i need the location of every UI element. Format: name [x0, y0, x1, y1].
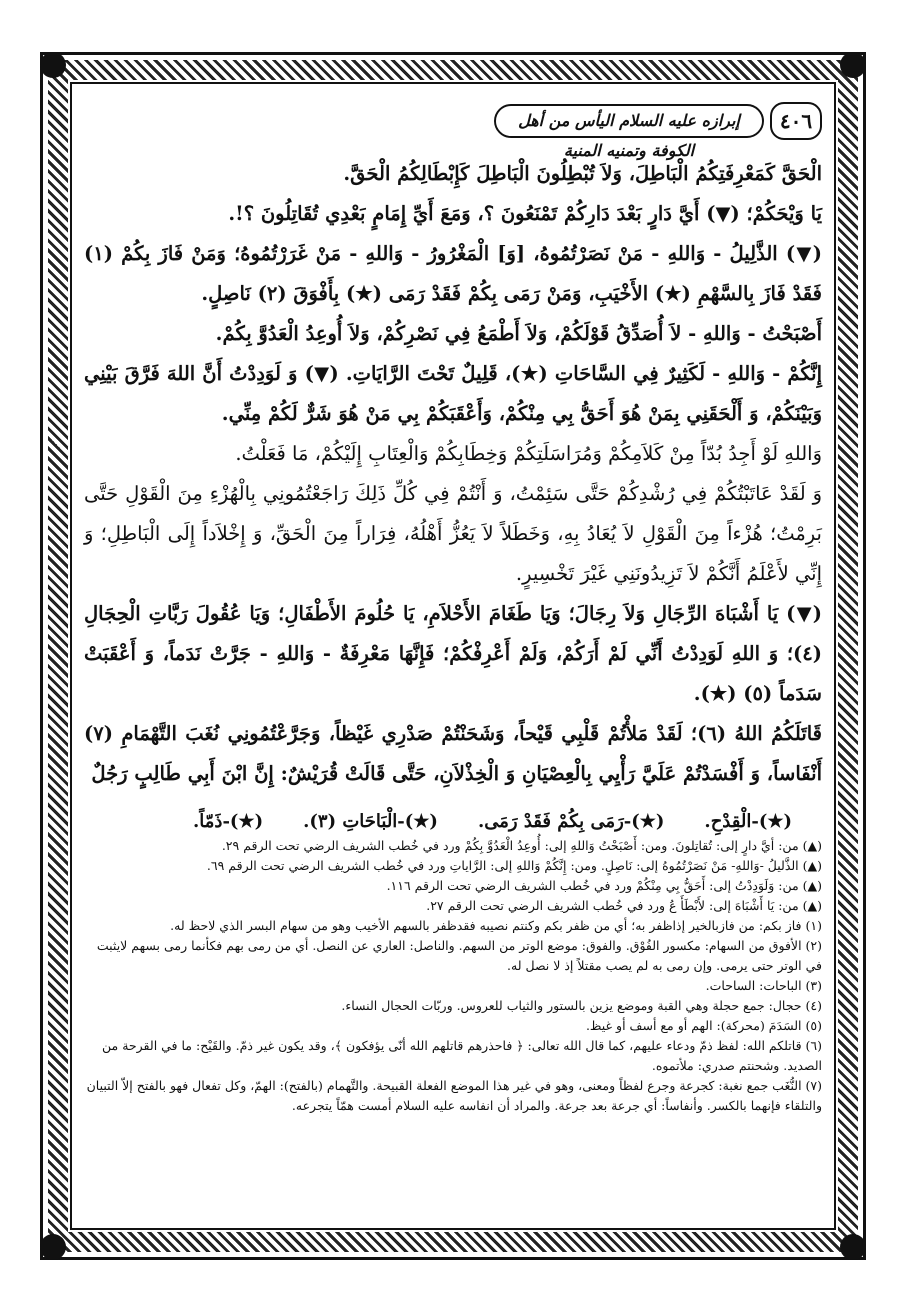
footnote: (٢) الأفوق من السهام: مكسور الفُوْق. والفوق: موضع الوتر من السهم. والناصل: العاري عن النصل. أي من رمى بهم فكأنما رمى بسهم لايثبت في الوتر حتى يرمى. وإن رمى به لم يصب مقتلاً إذ لا نصل له.: [96, 938, 822, 973]
page-header: [84, 92, 822, 160]
paragraph: (▼) يَا أَشْبَاهَ الرِّجَالِ وَلاَ رِجَالَ؛ وَيَا طَغَامَ الأَحْلاَمِ، يَا حُلُومَ الأَطْفَالِ؛ وَيَا عُقُولَ رَبَّاتِ الْحِجَالِ (٤)؛ وَ اللهِ لَوَدِدْتُ أَنِّي لَمْ أَرَكُمْ، وَلَمْ أَعْرِفْكُمْ؛ فَإِنَّهَا مَعْرِفَةٌ - وَاللهِ - جَرَّتْ نَدَماً، وَ أَعْقَبَتْ سَدَماً (٥) (★).: [84, 602, 822, 705]
variant-reading: (★)-رَمَى بِكُمْ فَقَدْ رَمَى.: [477, 811, 665, 832]
footnote: (٥) السَدَمَ (محركة): الهم أو مع أسف أو غيظ.: [585, 1018, 822, 1033]
paragraph: (▼) الذَّلِيلُ - وَاللهِ - مَنْ نَصَرْتُمُوهُ، [وَ] الْمَغْرُورُ - وَاللهِ - مَنْ غَرَرْتُمُوهُ؛ وَمَنْ فَازَ بِكُمْ (١) فَقَدْ فَازَ بِالسَّهْمِ (★) الأَخْيَبِ، وَمَنْ رَمَى بِكُمْ فَقَدْ رَمَى (★) بِأَفْوَقَ (٢) نَاصِلٍ.: [84, 242, 822, 305]
footnote: (٧) النُّغَب جمع نغبة: كجرعة وجرع لفظاً ومعنى، وهو في غير هذا الموضع الفعلة القبيحة. والتَّهمام (بالفتح): الهمّ، وكل تفعال فهو بالفتح إلاّ التبيان والتلقاء فإنهما بالكسر. وأنفاساً: أي جرعة بعد جرعة. والمراد أن انفاسه عليه السلام أمست همّاً يتجرعه.: [86, 1078, 822, 1113]
main-text: [84, 154, 822, 794]
paragraph: وَ لَقَدْ عَاتَبْتُكُمْ فِي رُشْدِكُمْ حَتَّى سَئِمْتُ، وَ أَنْتُمْ فِي كُلِّ ذَلِكَ رَاجَعْتُمُونِي بِالْهُزْءِ مِنَ الْقَوْلِ حَتَّى بَرِمْتُ؛ هُزْءاً مِنَ الْقَوْلِ لاَ يُعَادُ بِهِ، وَخَطَلاً لاَ يَعُزُّ أَهْلُهُ، فِرَاراً مِنَ الْحَقِّ، وَ إِخْلاَداً إِلَى الْبَاطِلِ؛ وَ إِنِّي لأَعْلَمُ أَنَّكُمْ لاَ تَزِيدُونَنِي غَيْرَ تَخْسِيرٍ.: [84, 482, 822, 585]
paragraph: أَصْبَحْتُ - وَاللهِ - لاَ أُصَدِّقُ قَوْلَكُمْ، وَلاَ أَطْمَعُ فِي نَصْرِكُمْ، وَلاَ أُوعِدُ الْعَدُوَّ بِكُمْ.: [215, 322, 822, 345]
paragraph: وَاللهِ لَوْ أَجِدُ بُدّاً مِنْ كَلاَمِكُمْ وَمُرَاسَلَتِكُمْ وَخِطَابِكُمْ وَالْعِتَابِ إِلَيْكُمْ، مَا فَعَلْتُ.: [235, 442, 822, 465]
variant-reading: (★)-الْبَاحَاتِ (٣).: [303, 811, 438, 832]
corner-ornament-icon: [40, 1234, 66, 1260]
corner-ornament-icon: [840, 1234, 866, 1260]
footnotes: [84, 836, 822, 1116]
corner-ornament-icon: [840, 52, 866, 78]
paragraph: الْحَقَّ كَمَعْرِفَتِكُمُ الْبَاطِلَ، وَلاَ تُبْطِلُونَ الْبَاطِلَ كَإِبْطَالِكُمُ الْحَقَّ.: [343, 162, 822, 185]
page-number: ٤٠٦: [770, 102, 822, 140]
footnote: (٤) حجال: جمع حجلة وهي القبة وموضع يزين بالستور والثياب للعروس. وربّات الحجال النساء.: [341, 998, 822, 1013]
variant-reading: (★)-ذَمّاً.: [193, 811, 264, 832]
footnote: (▲) من: يَا أَشْبَاهَ إلى: لأَبْطَأَ عُ ورد في خُطب الشريف الرضي تحت الرقم ٢٧.: [426, 898, 822, 913]
paragraph: قَاتَلَكُمُ اللهُ (٦)؛ لَقَدْ مَلأْتُمْ قَلْبِي قَيْحاً، وَشَحَنْتُمْ صَدْرِي غَيْظاً، وَجَرَّعْتُمُونِي نُغَبَ التَّهْمَامِ (٧) أَنْفَاساً، وَ أَفْسَدْتُمْ عَلَيَّ رَأْيِي بِالْعِصْيَانِ وَ الْخِذْلاَنِ، حَتَّى قَالَتْ قُرَيْشٌ: إِنَّ ابْنَ أَبِي طَالِبٍ رَجُلٌ: [84, 722, 823, 785]
corner-ornament-icon: [40, 52, 66, 78]
footnote: (▲) الذَّليلُ -وَاللهِ- مَنْ نَصَرْتُمُوهُ إلى: نَاصِلٍ. ومن: إِنَّكُمْ وَاللهِ إلى: الرَّاياتِ ورد في خُطب الشريف الرضي تحت الرقم ٦٩.: [206, 858, 822, 873]
footnote: (٦) قاتلكم الله: لفظ ذمّ ودعاء عليهم، كما قال الله تعالى: ﴿ فاحذرهم قاتلهم الله أنّى يؤفكون ﴾، وقد يكون غير ذمّ. والقَيْح: ما في القرحة من الصديد. وشحنتم صدري: ملأتموه.: [102, 1038, 822, 1073]
variant-reading: (★)-الْقِدْحِ.: [704, 811, 792, 832]
footnote: (٣) الباحات: الساحات.: [705, 978, 822, 993]
separator: [84, 804, 822, 805]
variant-readings: [84, 811, 822, 832]
footnote: (١) فاز بكم: من فازبالخير إذاظفر به؛ أي من ظفر بكم وكنتم نصيبه فقدظفر بالسهم الأخيب وهو من سهام البسر الذي لاحظ له.: [170, 918, 822, 933]
page-content: [84, 92, 822, 1212]
paragraph: إِنَّكُمْ - وَاللهِ - لَكَثِيرٌ فِي السَّاحَاتِ (★)، قَلِيلٌ تَحْتَ الرَّايَاتِ. (▼) وَ لَوَدِدْتُ أَنَّ اللهَ فَرَّقَ بَيْنِي وَبَيْنَكُمْ، وَ أَلْحَقَنِي بِمَنْ هُوَ أَحَقُّ بِي مِنْكُمْ، وَأَعْقَبَكُمْ بِي مَنْ هُوَ شَرٌّ لَكُمْ مِنِّي.: [84, 362, 822, 425]
paragraph: يَا وَيْحَكُمْ؛ (▼) أَيَّ دَارٍ بَعْدَ دَارِكُمْ تَمْنَعُونَ ؟، وَمَعَ أَيِّ إِمَامٍ بَعْدِي تُقَاتِلُونَ ؟!.: [228, 202, 822, 225]
footnote: (▲) من: أيَّ دارٍ إلى: تُقاتِلونَ. ومن: أَصْبَحْتُ وَاللهِ إلى: أُوعِدُ الْعَدُوَّ بِكُمْ ورد في خُطب الشريف الرضي تحت الرقم ٢٩.: [221, 838, 822, 853]
running-title: إبرازه عليه السلام اليأس من أهل الكوفة وتمنيه المنية: [494, 104, 764, 138]
footnote: (▲) من: وَلَوَدِدْتُ إلى: أَحَقُّ بِي مِنْكُمْ ورد في خُطب الشريف الرضي تحت الرقم ١١٦.: [386, 878, 822, 893]
